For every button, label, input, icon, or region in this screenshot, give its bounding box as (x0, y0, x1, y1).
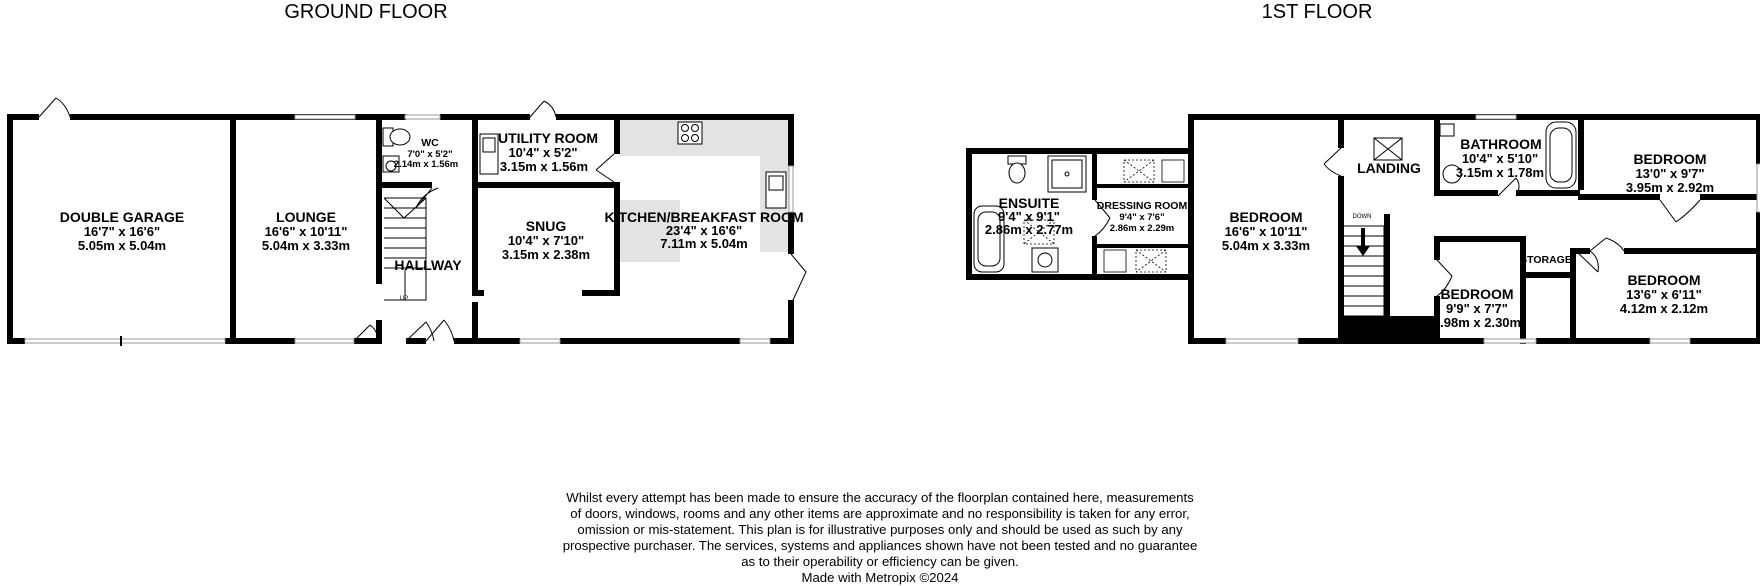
room-name-double-garage: DOUBLE GARAGE (59, 209, 185, 225)
disclaimer (520, 490, 1240, 586)
room-dim-metric-bedroom-2: 3.95m x 2.92m (1625, 180, 1715, 195)
room-dim-metric-lounge: 5.04m x 3.33m (261, 238, 351, 253)
room-dim-imperial-lounge: 16'6" x 10'11" (264, 224, 348, 239)
room-dim-imperial-wc: 7'0" x 5'2" (407, 149, 453, 160)
room-dim-metric-dressing-room: 2.86m x 2.29m (1109, 223, 1175, 234)
ensuite-toilet-icon (1008, 156, 1026, 183)
credit-line: Made with Metropix ©2024 (801, 570, 959, 585)
room-dim-imperial-bedroom-2: 13'0" x 9'7" (1635, 166, 1705, 181)
first-floor-title: 1ST FLOOR (1261, 1, 1373, 23)
room-dim-metric-bedroom-3: 2.98m x 2.30m (1432, 315, 1522, 330)
room-name-wc: WC (421, 137, 439, 149)
room-name-utility-room: UTILITY ROOM (497, 130, 599, 146)
ground-stairs (384, 198, 426, 300)
room-name-landing: LANDING (1357, 160, 1421, 176)
room-dim-metric-wc: 2.14m x 1.56m (393, 159, 459, 170)
disclaimer-line: prospective purchaser. The services, systems and appliances shown have not been tested and no guarantee (562, 538, 1198, 553)
room-dim-imperial-dressing-room: 9'4" x 7'6" (1119, 212, 1165, 223)
room-dim-imperial-bathroom: 10'4" x 5'10" (1461, 151, 1539, 166)
room-name-ensuite: ENSUITE (998, 195, 1060, 211)
room-dim-metric-snug: 3.15m x 2.38m (501, 247, 591, 262)
room-dim-imperial-bedroom-1: 16'6" x 10'11" (1224, 224, 1308, 239)
ground-floor-plan (7, 98, 806, 346)
utility-sink-icon (480, 134, 498, 174)
stair-up-label: UP (399, 296, 409, 302)
room-dim-imperial-snug: 10'4" x 7'10" (507, 233, 585, 248)
ensuite-shower-icon (1048, 156, 1086, 192)
room-dim-imperial-kitchen-breakfast-room: 23'4" x 16'6" (665, 223, 743, 238)
stair-landing-block (1338, 316, 1434, 344)
room-name-bedroom-2: BEDROOM (1633, 151, 1707, 167)
room-dim-metric-double-garage: 5.05m x 5.04m (77, 238, 167, 253)
room-dim-imperial-double-garage: 16'7" x 16'6" (83, 224, 161, 239)
ensuite-basin-icon (1032, 248, 1058, 272)
bathroom-bath-icon (1546, 122, 1576, 188)
room-dim-imperial-utility-room: 10'4" x 5'2" (508, 145, 578, 160)
room-dim-imperial-ensuite: 9'4" x 9'1" (998, 209, 1060, 224)
room-dim-imperial-bedroom-3: 9'9" x 7'7" (1446, 301, 1508, 316)
kitchen-sink-icon (766, 172, 786, 208)
stair-down-arrow-icon (1356, 228, 1370, 256)
disclaimer-line: omission or mis-statement. This plan is for illustrative purposes only and should be used as such by any (577, 522, 1183, 537)
ground-floor-title: GROUND FLOOR (284, 1, 448, 23)
disclaimer-line: Whilst every attempt has been made to ensure the accuracy of the floorplan contained here, measurements (566, 490, 1194, 505)
room-name-hallway: HALLWAY (394, 257, 462, 273)
room-name-bedroom-3: BEDROOM (1440, 286, 1514, 302)
room-name-bedroom-1: BEDROOM (1229, 209, 1303, 225)
room-name-dressing-room: DRESSING ROOM (1096, 200, 1188, 212)
room-name-storage: STORAGE (1520, 254, 1572, 266)
disclaimer-line: as to their operability or efficiency can be given. (741, 554, 1019, 569)
room-name-lounge: LOUNGE (276, 209, 336, 225)
room-name-bathroom: BATHROOM (1460, 136, 1542, 152)
room-dim-metric-ensuite: 2.86m x 2.77m (984, 222, 1074, 237)
room-name-kitchen-breakfast-room: KITCHEN/BREAKFAST ROOM (604, 209, 804, 225)
room-dim-metric-bedroom-4: 4.12m x 2.12m (1619, 301, 1709, 316)
first-floor-plan (966, 114, 1760, 344)
skylight-icon (1374, 138, 1402, 160)
room-name-bedroom-4: BEDROOM (1627, 272, 1701, 288)
room-dim-metric-utility-room: 3.15m x 1.56m (499, 159, 589, 174)
wc-toilet-icon (383, 128, 410, 146)
hob-icon (678, 122, 702, 144)
stair-down-label: DOWN (1352, 214, 1372, 220)
room-dim-metric-kitchen-breakfast-room: 7.11m x 5.04m (660, 236, 748, 251)
room-dim-imperial-bedroom-4: 13'6" x 6'11" (1626, 287, 1702, 302)
room-dim-metric-bedroom-1: 5.04m x 3.33m (1221, 238, 1311, 253)
room-name-snug: SNUG (525, 218, 567, 234)
disclaimer-line: of doors, windows, rooms and any other items are approximate and no responsibility is taken for any error, (570, 506, 1190, 521)
room-dim-metric-bathroom: 3.15m x 1.78m (1455, 165, 1545, 180)
